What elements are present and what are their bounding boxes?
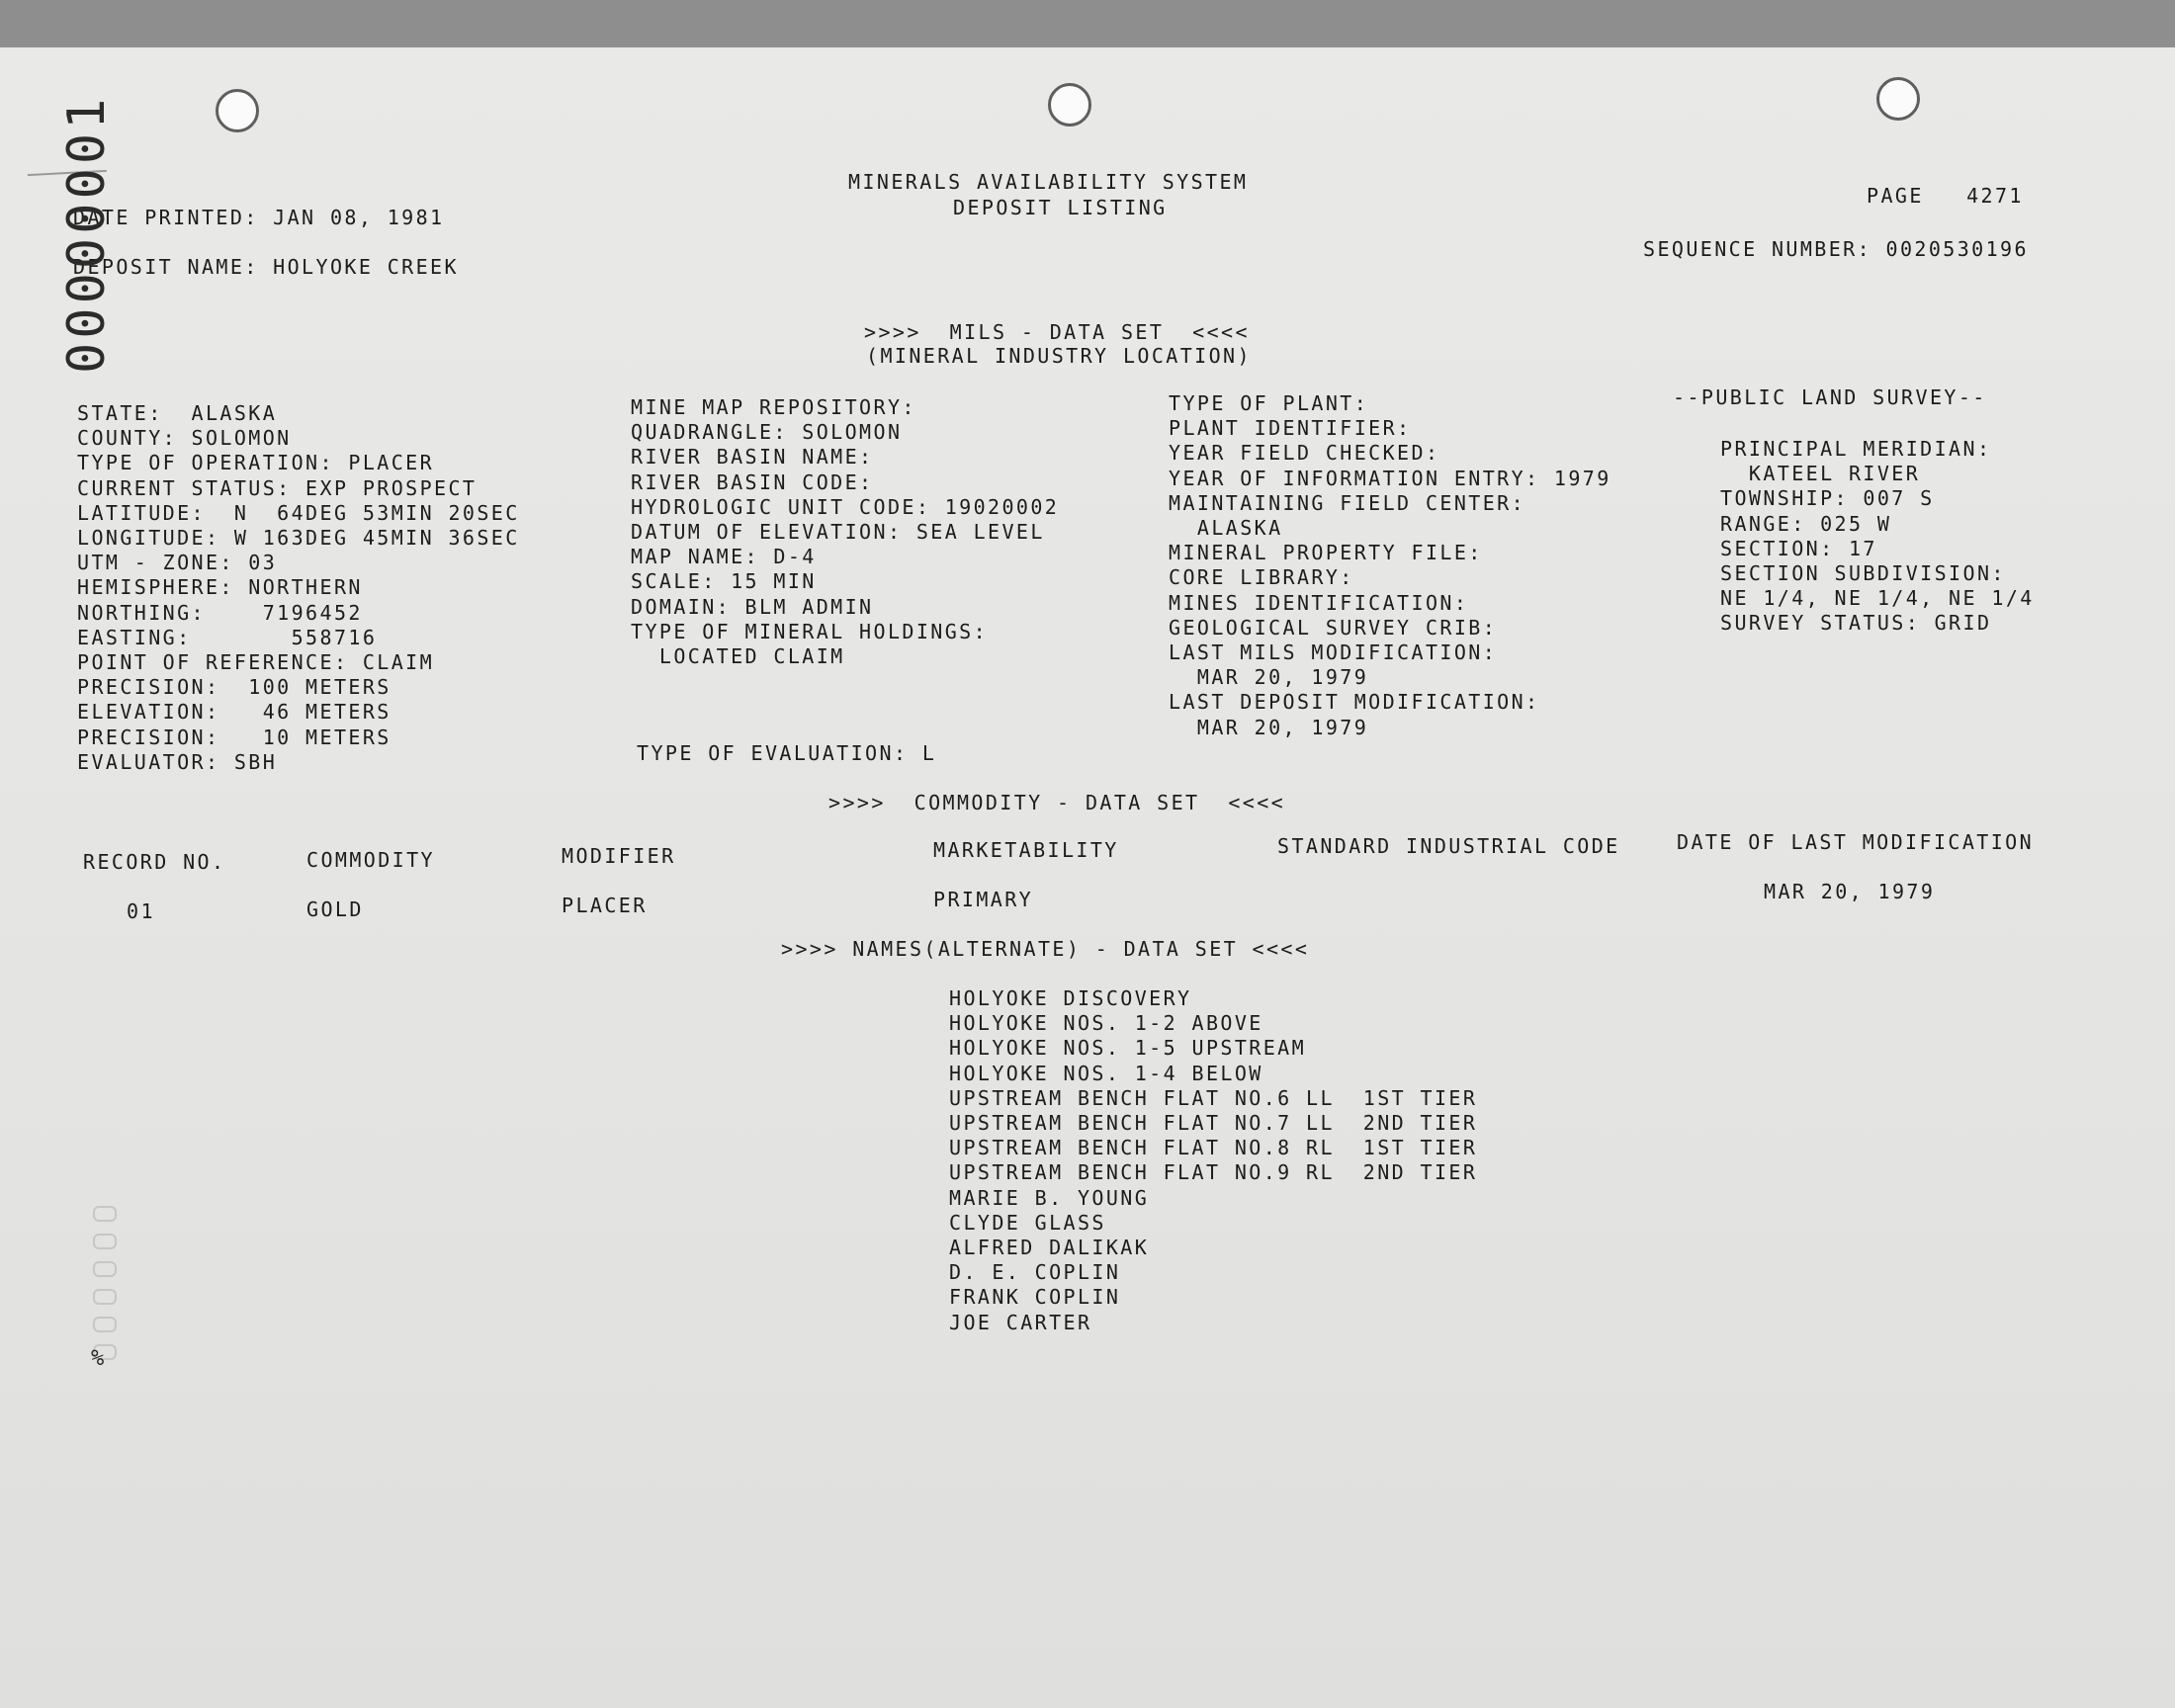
alternate-name: D. E. COPLIN	[949, 1260, 1121, 1285]
document-sheet	[0, 47, 2175, 1708]
alternate-name: UPSTREAM BENCH FLAT NO.6 LL 1ST TIER	[949, 1085, 1478, 1110]
mils-col2-line: TYPE OF MINERAL HOLDINGS:	[631, 619, 989, 643]
survey-line: SURVEY STATUS: GRID	[1720, 611, 1992, 636]
survey-line: SECTION SUBDIVISION:	[1720, 561, 2006, 586]
mils-col2-line: MAP NAME: D-4	[631, 545, 817, 569]
mils-col3-line: LAST MILS MODIFICATION:	[1169, 640, 1498, 665]
mils-col2-line: DATUM OF ELEVATION: SEA LEVEL	[631, 520, 1045, 545]
header-modifier: MODIFIER	[562, 844, 676, 868]
mils-col2-line: LOCATED CLAIM	[631, 644, 845, 669]
mils-col1-line: UTM - ZONE: 03	[77, 551, 278, 575]
alternate-name: FRANK COPLIN	[949, 1285, 1121, 1310]
alternate-name: CLYDE GLASS	[949, 1210, 1106, 1235]
names-banner: >>>> NAMES(ALTERNATE) - DATA SET <<<<	[781, 937, 1310, 961]
mils-col3-line: LAST DEPOSIT MODIFICATION:	[1169, 690, 1540, 715]
header-record-no: RECORD NO.	[83, 850, 226, 874]
mils-col2-line: RIVER BASIN NAME:	[631, 445, 874, 470]
survey-line: RANGE: 025 W	[1720, 511, 1892, 536]
mils-col3-line: TYPE OF PLANT:	[1169, 391, 1369, 415]
mils-col3-line: MAINTAINING FIELD CENTER:	[1169, 490, 1526, 515]
mils-col1-line: ELEVATION: 46 METERS	[77, 700, 392, 725]
mils-col1-line: TYPE OF OPERATION: PLACER	[77, 451, 435, 475]
page-number: PAGE 4271	[1867, 184, 2024, 208]
mils-administration-column	[1169, 391, 1611, 740]
cell-modifier: PLACER	[562, 894, 648, 917]
mils-col3-line: MAR 20, 1979	[1169, 715, 1369, 739]
system-title: MINERALS AVAILABILITY SYSTEM	[848, 170, 1249, 194]
mils-col2-line: MINE MAP REPOSITORY:	[631, 395, 916, 419]
mils-col1-line: NORTHING: 7196452	[77, 600, 363, 625]
mils-col1-line: EASTING: 558716	[77, 625, 378, 649]
side-stamp: 00000001	[57, 94, 117, 374]
punch-hole-left	[216, 89, 259, 132]
mils-col3-line: GEOLOGICAL SURVEY CRIB:	[1169, 615, 1498, 640]
sequence-number: SEQUENCE NUMBER: 0020530196	[1643, 237, 2029, 261]
date-printed: DATE PRINTED: JAN 08, 1981	[73, 206, 445, 229]
mils-col2-line: SCALE: 15 MIN	[631, 569, 817, 594]
mils-col2-line: QUADRANGLE: SOLOMON	[631, 420, 903, 445]
mils-col3-line: YEAR OF INFORMATION ENTRY: 1979	[1169, 466, 1611, 490]
header-sic: STANDARD INDUSTRIAL CODE	[1277, 834, 1620, 858]
mils-col1-line: EVALUATOR: SBH	[77, 749, 278, 774]
mils-col3-line: MINES IDENTIFICATION:	[1169, 590, 1469, 615]
mils-col1-line: CURRENT STATUS: EXP PROSPECT	[77, 475, 478, 500]
mils-col1-line: LATITUDE: N 64DEG 53MIN 20SEC	[77, 500, 520, 525]
alternate-name: ALFRED DALIKAK	[949, 1236, 1150, 1260]
cell-date-last-modification: MAR 20, 1979	[1764, 880, 1936, 903]
alternate-name: JOE CARTER	[949, 1310, 1092, 1334]
alternate-name: UPSTREAM BENCH FLAT NO.9 RL 2ND TIER	[949, 1160, 1478, 1185]
mils-col2-line: RIVER BASIN CODE:	[631, 470, 874, 494]
mils-col3-line: CORE LIBRARY:	[1169, 565, 1354, 590]
mils-col2-line: HYDROLOGIC UNIT CODE: 19020002	[631, 494, 1060, 519]
mils-col1-line: LONGITUDE: W 163DEG 45MIN 36SEC	[77, 526, 520, 551]
cell-record-no: 01	[127, 899, 155, 923]
mils-col1-line: STATE: ALASKA	[77, 401, 278, 425]
mils-banner: >>>> MILS - DATA SET <<<<	[864, 320, 1250, 344]
alternate-name: UPSTREAM BENCH FLAT NO.7 LL 2ND TIER	[949, 1111, 1478, 1136]
alternate-name: MARIE B. YOUNG	[949, 1185, 1150, 1210]
survey-line: TOWNSHIP: 007 S	[1720, 486, 1935, 511]
mils-col3-line: MINERAL PROPERTY FILE:	[1169, 541, 1483, 565]
mils-col1-line: POINT OF REFERENCE: CLAIM	[77, 650, 435, 675]
cell-commodity: GOLD	[306, 897, 364, 921]
public-land-survey-title: --PUBLIC LAND SURVEY--	[1673, 385, 1987, 409]
listing-title: DEPOSIT LISTING	[953, 196, 1168, 219]
mils-col1-line: COUNTY: SOLOMON	[77, 426, 292, 451]
survey-line: PRINCIPAL MERIDIAN:	[1720, 437, 1992, 461]
deposit-name: DEPOSIT NAME: HOLYOKE CREEK	[73, 255, 459, 279]
mils-col3-line: YEAR FIELD CHECKED:	[1169, 441, 1440, 466]
footer-percent-mark: %	[91, 1346, 105, 1371]
header-date-last-modification: DATE OF LAST MODIFICATION	[1677, 830, 2035, 854]
alternate-name: HOLYOKE NOS. 1-4 BELOW	[949, 1061, 1263, 1085]
mils-col3-line: ALASKA	[1169, 516, 1283, 541]
mils-col1-line: PRECISION: 100 METERS	[77, 675, 392, 700]
alternate-name: UPSTREAM BENCH FLAT NO.8 RL 1ST TIER	[949, 1136, 1478, 1160]
mils-geography-column	[631, 395, 1059, 669]
header-marketability: MARKETABILITY	[933, 838, 1119, 862]
mils-col2-line: DOMAIN: BLM ADMIN	[631, 594, 874, 619]
survey-line: KATEEL RIVER	[1720, 462, 1921, 486]
punch-hole-right	[1876, 77, 1920, 121]
mils-col1-line: PRECISION: 10 METERS	[77, 725, 392, 749]
mils-subtitle: (MINERAL INDUSTRY LOCATION)	[866, 344, 1252, 368]
commodity-banner: >>>> COMMODITY - DATA SET <<<<	[828, 791, 1286, 814]
cell-marketability: PRIMARY	[933, 888, 1034, 911]
alternate-name: HOLYOKE NOS. 1-2 ABOVE	[949, 1011, 1263, 1036]
public-land-survey-column	[1720, 437, 2035, 637]
alternate-name: HOLYOKE NOS. 1-5 UPSTREAM	[949, 1036, 1307, 1061]
type-of-evaluation: TYPE OF EVALUATION: L	[637, 741, 937, 765]
mils-col1-line: HEMISPHERE: NORTHERN	[77, 575, 363, 600]
alternate-name: HOLYOKE DISCOVERY	[949, 986, 1192, 1010]
survey-line: SECTION: 17	[1720, 536, 1877, 560]
header-commodity: COMMODITY	[306, 848, 435, 872]
mils-col3-line: PLANT IDENTIFIER:	[1169, 416, 1412, 441]
mils-col3-line: MAR 20, 1979	[1169, 665, 1369, 690]
survey-line: NE 1/4, NE 1/4, NE 1/4	[1720, 586, 2035, 611]
alternate-names-list	[949, 986, 1477, 1335]
punch-hole-center	[1048, 83, 1091, 127]
mils-location-column	[77, 401, 520, 775]
